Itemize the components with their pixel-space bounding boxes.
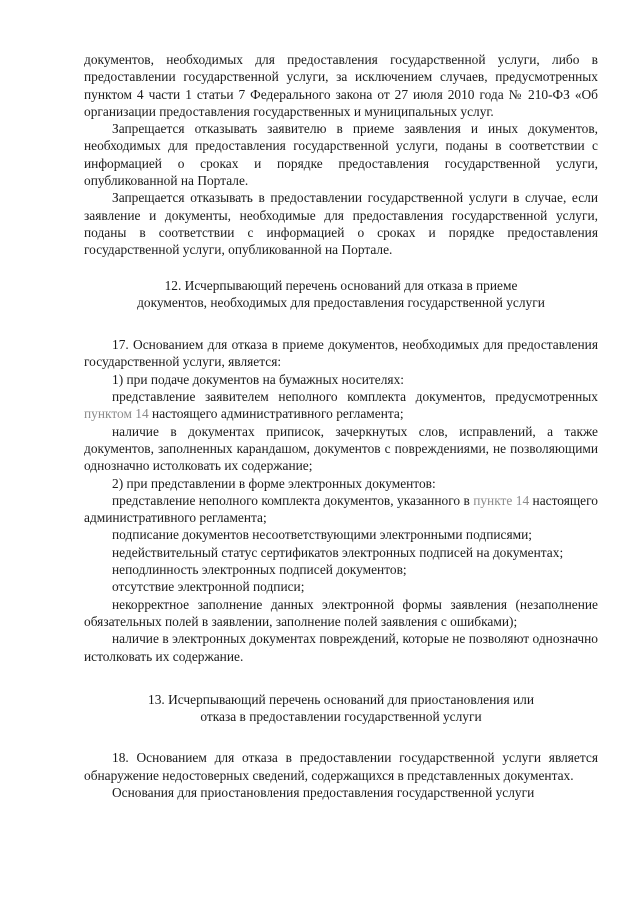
spacer	[84, 665, 598, 691]
spacer	[84, 259, 598, 277]
paragraph-prohibition-refusal: Запрещается отказывать в предоставлении государственной услуги в случае, если заявление и документы, необходимые для предоставления государственной услуги, поданы в соответствии с информацией о сроках и порядке предоставления государственной услуги, опубликованной на Портале.	[84, 190, 598, 258]
document-page	[84, 51, 598, 801]
list-item-1a	[84, 388, 598, 423]
list-item-2g: наличие в электронных документах повреждений, которые не позволяют однозначно истолковать их содержание.	[84, 631, 598, 664]
section-12-heading-line-1: 12. Исчерпывающий перечень оснований для отказа в приеме	[164, 277, 518, 293]
list-item-2a-text-end: настоящего административного регламента;	[84, 492, 598, 526]
list-item-2a	[84, 492, 598, 527]
paragraph-18: 18. Основанием для отказа в предоставлении государственной услуги является обнаружение недостоверных сведений, содержащихся в представленных документах.	[84, 750, 598, 783]
list-item-1: 1) при подаче документов на бумажных носителях:	[112, 371, 404, 387]
section-12-heading-line-2: документов, необходимых для предоставления государственной услуги	[137, 294, 545, 310]
section-13-heading	[84, 691, 598, 726]
paragraph-suspension-grounds: Основания для приостановления предоставления государственной услуги	[112, 784, 535, 800]
paragraph-prohibition-reception: Запрещается отказывать заявителю в приеме заявления и иных документов, необходимых для предоставления государственной услуги, поданы в соответствии с информацией о сроках и порядке предоставления государственной услуги, опубликованной на Портале.	[84, 121, 598, 189]
list-item-1a-reference: пунктом 14	[84, 406, 149, 422]
list-item-2b: подписание документов несоответствующими электронными подписями;	[112, 527, 533, 543]
list-item-2a-reference: пункте 14	[473, 492, 530, 508]
list-item-2d: неподлинность электронных подписей документов;	[112, 562, 407, 578]
list-item-1a-text-start: представление заявителем неполного комплекта документов, предусмотренных	[112, 389, 598, 405]
section-13-heading-line-2: отказа в предоставлении государственной услуги	[200, 709, 482, 725]
section-13-heading-line-1: 13. Исчерпывающий перечень оснований для приостановления или	[148, 691, 534, 707]
spacer	[84, 311, 598, 336]
list-item-1b: наличие в документах приписок, зачеркнутых слов, исправлений, а также документов, заполненных карандашом, документов с повреждениями, не позволяющими однозначно истолковать их содержание;	[84, 423, 598, 474]
list-item-2f: некорректное заполнение данных электронной формы заявления (незаполнение обязательных полей в заявлении, заполнение полей заявления с ошибками);	[84, 596, 598, 629]
list-item-2: 2) при представлении в форме электронных документов:	[112, 475, 436, 491]
list-item-2e: отсутствие электронной подписи;	[112, 579, 305, 595]
paragraph-continuation: документов, необходимых для предоставления государственной услуги, либо в предоставлении государственной услуги, за исключением случаев, предусмотренных пунктом 4 части 1 статьи 7 Федерального закона от 27 июля 2010 года № 210-ФЗ «Об организации предоставления государственных и муниципальных услуг.	[84, 52, 598, 119]
list-item-2c: недействительный статус сертификатов электронных подписей на документах;	[112, 544, 564, 560]
spacer	[84, 725, 598, 749]
list-item-2a-text-start: представление неполного комплекта документов, указанного в	[112, 492, 474, 508]
list-item-1a-text-end: настоящего административного регламента;	[148, 406, 404, 422]
section-12-heading	[84, 277, 598, 312]
paragraph-17: 17. Основанием для отказа в приеме документов, необходимых для предоставления государственной услуги, является:	[84, 337, 598, 370]
